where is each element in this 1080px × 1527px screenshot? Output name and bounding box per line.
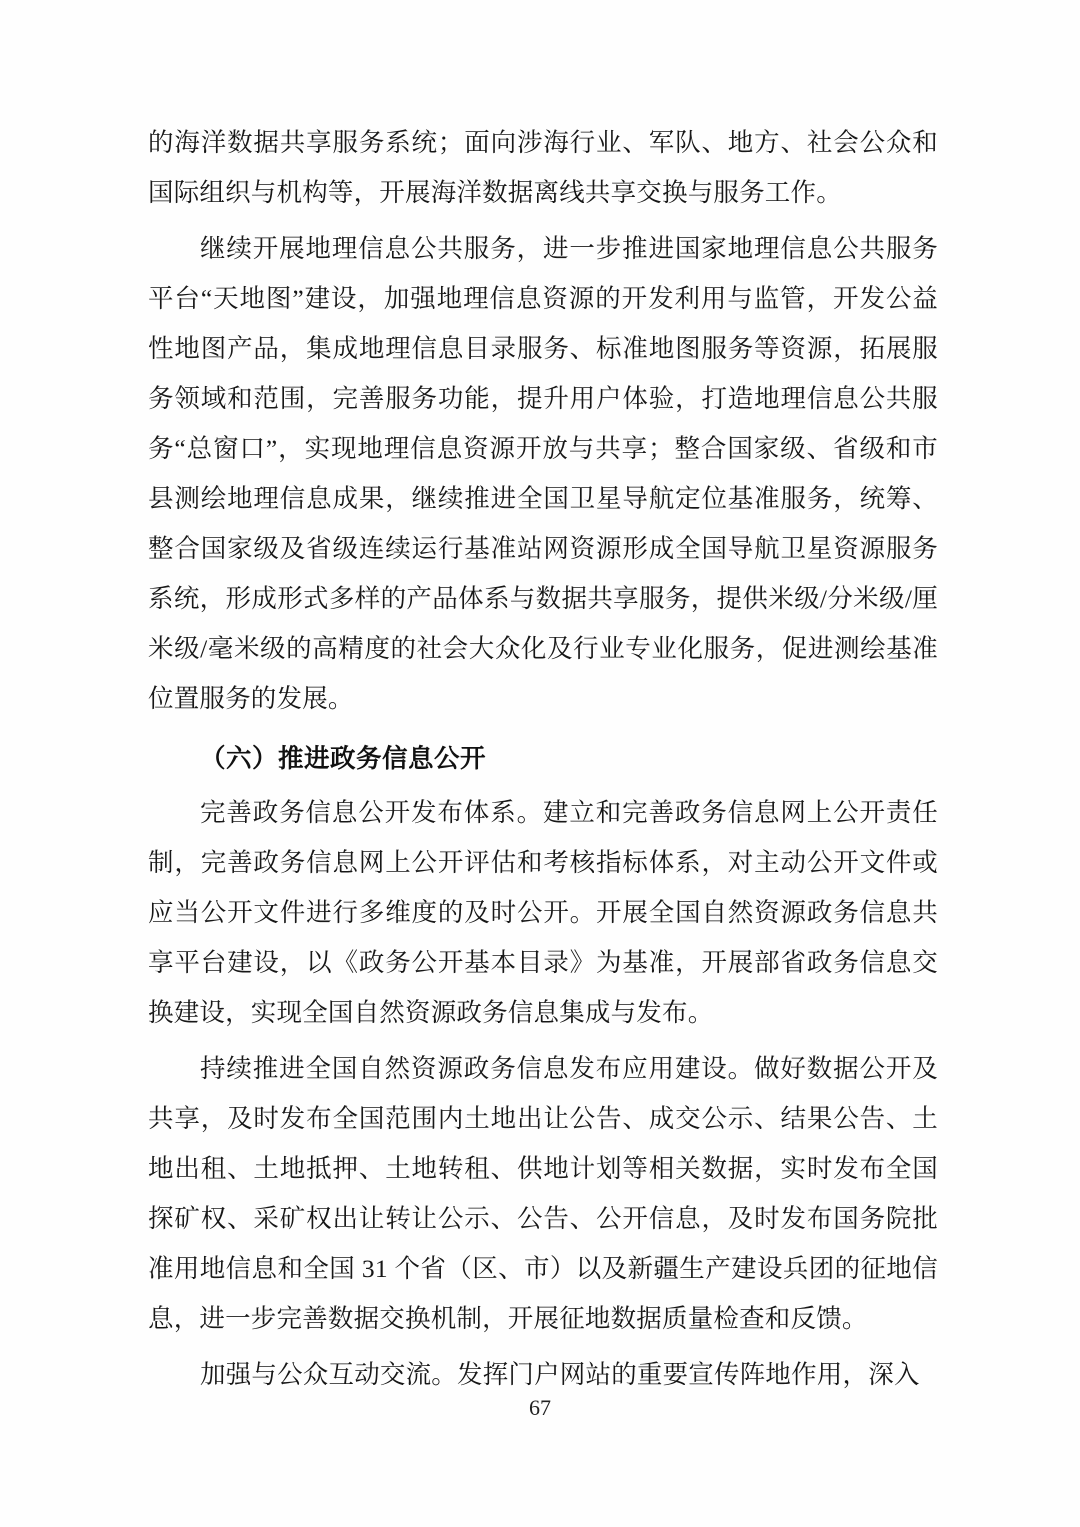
paragraph-government-info-disclosure-system: 完善政务信息公开发布体系。建立和完善政务信息网上公开责任制，完善政务信息网上公开评估和考核指标体系，对主动公开文件或应当公开文件进行多维度的及时公开。开展全国自然资源政务信息共享平台建设，以《政务公开基本目录》为基准，开展部省政务信息交换建设，实现全国自然资源政务信息集成与发布。 bbox=[148, 798, 938, 1027]
paragraph-nationwide-info-publishing: 持续推进全国自然资源政务信息发布应用建设。做好数据公开及共享，及时发布全国范围内土地出让公告、成交公示、结果公告、土地出租、土地抵押、土地转租、供地计划等相关数据，实时发布全国探矿权、采矿权出让转让公示、公告、公开信息，及时发布国务院批准用地信息和全国 31 个省（区、市）以及新疆生产建设兵团的征地信息，进一步完善数据交换机制，开展征地数据质量检查和反馈。 bbox=[148, 1054, 938, 1333]
paragraph-geographic-information-service: 继续开展地理信息公共服务，进一步推进国家地理信息公共服务平台“天地图”建设，加强地理信息资源的开发利用与监管，开发公益性地图产品，集成地理信息目录服务、标准地图服务等资源，拓展服务领域和范围，完善服务功能，提升用户体验，打造地理信息公共服务“总窗口”，实现地理信息资源开放与共享；整合国家级、省级和市县测绘地理信息成果，继续推进全国卫星导航定位基准服务，统筹、整合国家级及省级连续运行基准站网资源形成全国导航卫星资源服务系统，形成形式多样的产品体系与数据共享服务，提供米级/分米级/厘米级/毫米级的高精度的社会大众化及行业专业化服务，促进测绘基准位置服务的发展。 bbox=[148, 234, 938, 713]
document-body bbox=[148, 118, 938, 1400]
paragraph-public-interaction: 加强与公众互动交流。发挥门户网站的重要宣传阵地作用，深入 bbox=[200, 1360, 920, 1389]
page-number: 67 bbox=[529, 1395, 551, 1420]
paragraph-ocean-data-service: 的海洋数据共享服务系统；面向涉海行业、军队、地方、社会公众和国际组织与机构等，开展海洋数据离线共享交换与服务工作。 bbox=[148, 128, 938, 207]
section-heading-six: （六）推进政务信息公开 bbox=[200, 744, 487, 773]
